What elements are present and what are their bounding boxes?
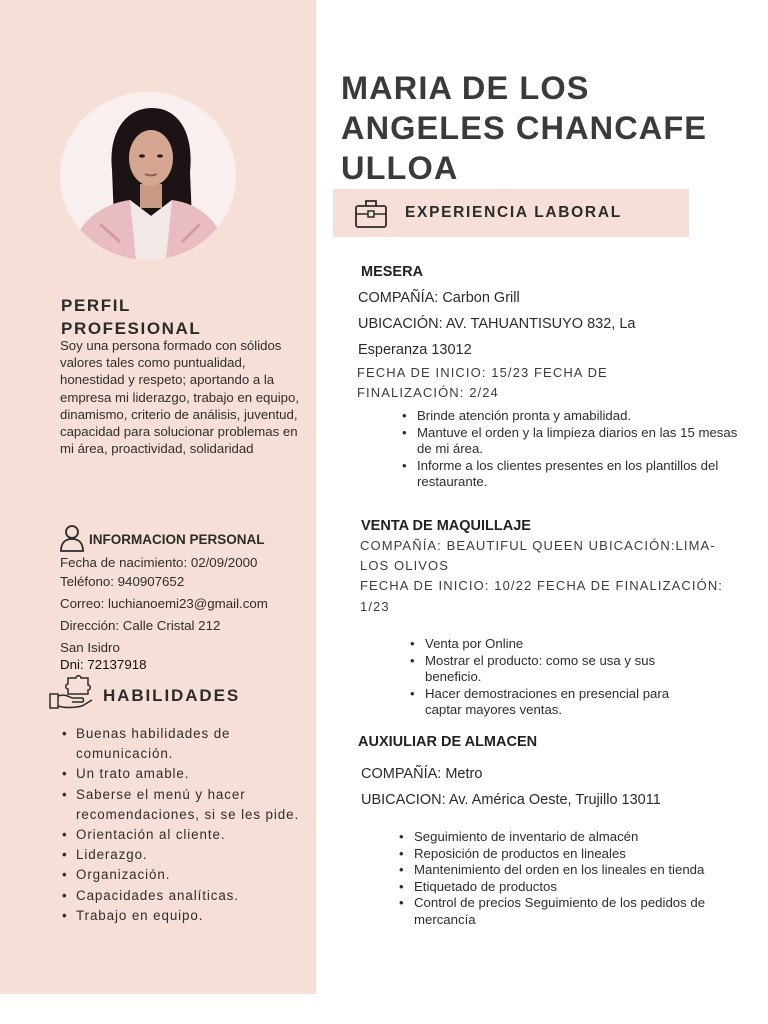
- job-location: UBICACION: Av. América Oeste, Trujillo 13011: [361, 792, 661, 808]
- experiencia-title: EXPERIENCIA LABORAL: [405, 204, 622, 221]
- skill-item: • Liderazgo.: [62, 845, 310, 865]
- job-title-maquillaje: VENTA DE MAQUILLAJE: [361, 518, 531, 534]
- list-item: • Control de precios Seguimiento de los pedidos de mercancía: [397, 895, 727, 928]
- puzzle-hand-icon: [48, 674, 96, 712]
- job-dates: FINALIZACIÓN: 2/24: [357, 385, 499, 400]
- job-dates: FECHA DE INICIO: 10/22 FECHA DE FINALIZACIÓN:: [360, 578, 724, 593]
- district: San Isidro: [60, 640, 120, 655]
- job-company: LOS OLIVOS: [360, 558, 450, 573]
- list-item: • Reposición de productos en lineales: [397, 846, 727, 863]
- address: Dirección: Calle Cristal 212: [60, 618, 221, 633]
- job-company: COMPAÑÍA: Carbon Grill: [358, 290, 520, 306]
- job-bullets: [400, 408, 740, 491]
- job-location: UBICACIÓN: AV. TAHUANTISUYO 832, La: [358, 316, 636, 332]
- list-item: • Mantuve el orden y la limpieza diarios en las 15 mesas de mi área.: [400, 425, 740, 458]
- job-bullets: [408, 636, 708, 719]
- list-item: • Brinde atención pronta y amabilidad.: [400, 408, 740, 425]
- profile-photo: [60, 92, 236, 260]
- skill-item: • Saberse el menú y hacer recomendaciones, si se les pide.: [62, 785, 310, 825]
- list-item: • Venta por Online: [408, 636, 708, 653]
- job-title-mesera: MESERA: [361, 264, 424, 280]
- phone: Teléfono: 940907652: [60, 574, 185, 589]
- job-dates: FECHA DE INICIO: 15/23 FECHA DE: [357, 365, 608, 380]
- perfil-title: PERFIL PROFESIONAL: [61, 296, 202, 338]
- email: Correo: luchianoemi23@gmail.com: [60, 596, 268, 611]
- dni: Dni: 72137918: [60, 657, 147, 672]
- skill-item: • Organización.: [62, 865, 310, 885]
- info-title: INFORMACION PERSONAL: [89, 532, 265, 547]
- skills-list: [62, 724, 310, 926]
- job-company: COMPAÑÍA: Metro: [361, 766, 483, 782]
- job-dates: 1/23: [360, 599, 390, 614]
- briefcase-icon: [354, 198, 388, 230]
- page-bottom-margin: [0, 994, 768, 1024]
- list-item: • Mostrar el producto: como se usa y sus beneficio.: [408, 653, 708, 686]
- list-item: • Etiquetado de productos: [397, 879, 727, 896]
- skill-item: • Buenas habilidades de comunicación.: [62, 724, 310, 764]
- job-title-almacen: AUXIULIAR DE ALMACEN: [358, 734, 538, 750]
- perfil-text: Soy una persona formado con sólidos valores tales como puntualidad, honestidad y respeto; aportando a la empresa mi liderazgo, trabajo en equipo, dinamismo, criterio de análisis, juventud, capacidad para solucionar problemas en mi área, proactividad, solidaridad: [60, 338, 299, 457]
- person-icon: [59, 524, 85, 552]
- job-company: COMPAÑÍA: BEAUTIFUL QUEEN UBICACIÓN:LIMA-: [360, 538, 716, 553]
- skill-item: • Orientación al cliente.: [62, 825, 310, 845]
- full-name: MARIA DE LOS ANGELES CHANCAFE ULLOA: [341, 70, 708, 186]
- list-item: • Hacer demostraciones en presencial para captar mayores ventas.: [408, 686, 708, 719]
- skill-item: • Capacidades analíticas.: [62, 886, 310, 906]
- birthdate: Fecha de nacimiento: 02/09/2000: [60, 555, 258, 570]
- job-bullets: [397, 829, 727, 928]
- list-item: • Mantenimiento del orden en los lineales en tienda: [397, 862, 727, 879]
- list-item: • Seguimiento de inventario de almacén: [397, 829, 727, 846]
- job-location: Esperanza 13012: [358, 342, 472, 358]
- skill-item: • Un trato amable.: [62, 764, 310, 784]
- habilidades-title: HABILIDADES: [103, 686, 241, 705]
- skill-item: • Trabajo en equipo.: [62, 906, 310, 926]
- list-item: • Informe a los clientes presentes en los plantillos del restaurante.: [400, 458, 740, 491]
